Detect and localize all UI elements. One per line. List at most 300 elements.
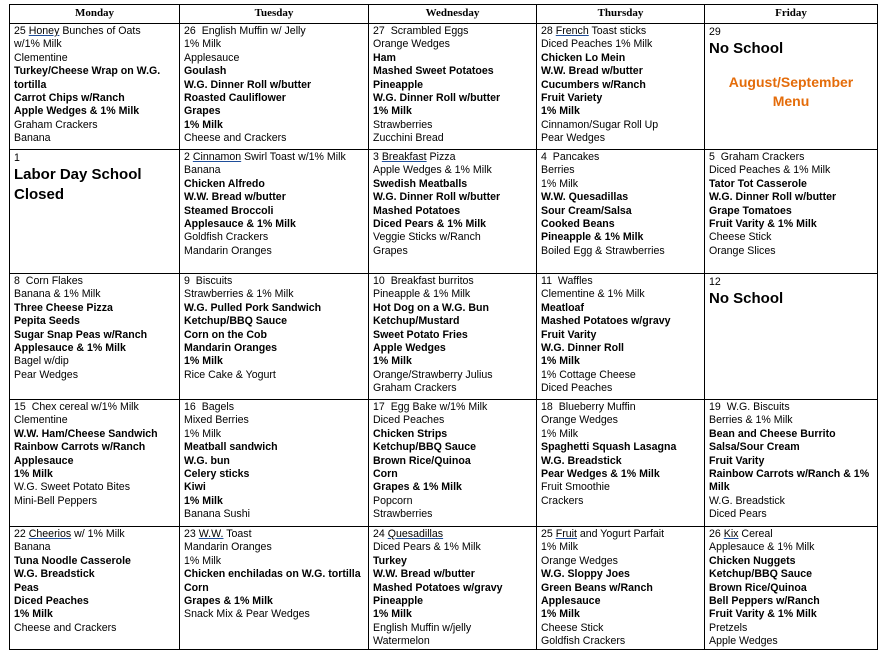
menu-item (14, 568, 175, 581)
day-cell-wednesday (369, 24, 537, 150)
menu-item (373, 245, 532, 258)
menu-item-text: Mandarin Oranges (184, 244, 272, 257)
menu-item (541, 178, 700, 191)
menu-item-text: Pineapple (373, 78, 424, 91)
menu-item (184, 119, 364, 132)
menu-item (541, 205, 700, 218)
menu-item-text: Berries (541, 164, 575, 177)
menu-item (373, 355, 532, 368)
menu-item-text: Cheese Stick (709, 231, 772, 244)
menu-item (184, 231, 364, 244)
menu-item-text: Cheese and Crackers (184, 132, 287, 145)
menu-item (14, 441, 175, 454)
menu-item (373, 528, 532, 541)
menu-item-text: No School (709, 290, 784, 308)
menu-item (14, 288, 175, 301)
menu-item (541, 342, 700, 355)
menu-item (709, 468, 873, 495)
menu-item-text: Bagel w/dip (14, 355, 69, 368)
menu-item (184, 528, 364, 541)
menu-item-text: Labor Day School Closed (14, 166, 142, 204)
menu-item-text: Ketchup/BBQ Sauce (184, 315, 288, 328)
menu-item (709, 205, 873, 218)
menu-item-text: Chicken Strips (373, 427, 448, 440)
menu-item (14, 329, 175, 342)
day-number: 18 (541, 401, 553, 413)
menu-item (184, 455, 364, 468)
menu-item-text: W.G. Biscuits (726, 401, 790, 413)
menu-item-text: W.G. Breadstick (14, 568, 95, 581)
menu-item-text: No School (709, 40, 784, 58)
menu-item-text: Berries & 1% Milk (709, 414, 793, 427)
menu-item (14, 468, 175, 481)
day-cell-friday (705, 24, 878, 150)
menu-item (541, 92, 700, 105)
menu-item (373, 495, 532, 508)
menu-item-text: Corn Flakes (25, 275, 83, 287)
menu-item (541, 541, 700, 554)
menu-item-text: 1% Milk (541, 608, 580, 621)
menu-item (14, 119, 175, 132)
menu-item (184, 178, 364, 191)
day-number: 1 (14, 152, 20, 164)
menu-item (709, 178, 873, 191)
menu-item (373, 541, 532, 554)
menu-item (14, 582, 175, 595)
menu-item (709, 635, 873, 648)
menu-item-text: Mandarin Oranges (184, 342, 278, 355)
menu-item (709, 441, 873, 454)
menu-item-text: Diced Peaches (373, 414, 445, 427)
day-header-friday: Friday (705, 5, 878, 24)
menu-item (541, 329, 700, 342)
menu-item-text: Applesauce & 1% Milk (184, 218, 296, 231)
menu-item-text: Diced Peaches & 1% Milk (709, 164, 831, 177)
menu-item (184, 205, 364, 218)
menu-item-text: Scrambled Eggs (390, 25, 469, 37)
menu-item (184, 428, 364, 441)
menu-item (373, 105, 532, 118)
day-number: 5 (709, 151, 715, 163)
menu-item (709, 508, 873, 521)
underlined-word: Cheerios (28, 528, 72, 540)
menu-item (373, 608, 532, 621)
menu-item-text: Sweet Potato Fries (373, 328, 468, 341)
menu-item-text: 1% Milk (184, 427, 222, 440)
menu-item-text: Pineapple (373, 595, 424, 608)
menu-item (184, 315, 364, 328)
closure-notice (709, 276, 873, 309)
menu-item (14, 302, 175, 315)
menu-item-text: Applesauce & 1% Milk (709, 541, 815, 554)
menu-item (541, 495, 700, 508)
menu-item-text: Banana (14, 132, 51, 145)
menu-item (541, 105, 700, 118)
menu-item-text: Biscuits (195, 275, 233, 287)
menu-item (373, 468, 532, 481)
menu-item-text: Brown Rice/Quinoa (709, 581, 807, 594)
menu-item (373, 65, 532, 78)
menu-item-text: Ketchup/Mustard (373, 315, 460, 328)
menu-item-text: w/1% Milk (14, 38, 62, 51)
menu-item-text: Pretzels (709, 621, 748, 634)
menu-item-text: Hot Dog on a W.G. Bun (373, 301, 489, 314)
menu-item (14, 275, 175, 288)
menu-item (184, 132, 364, 145)
day-number: 19 (709, 401, 721, 413)
menu-item-text: Popcorn (373, 494, 413, 507)
menu-item (373, 52, 532, 65)
day-header-monday: Monday (10, 5, 180, 24)
menu-item-text: 1% Milk (184, 355, 223, 368)
day-cell-thursday (537, 274, 705, 400)
menu-item (373, 414, 532, 427)
menu-item (373, 568, 532, 581)
menu-item (541, 369, 700, 382)
menu-item-text: Corn (373, 468, 398, 481)
menu-item (14, 65, 175, 92)
menu-item (709, 191, 873, 204)
menu-item (541, 468, 700, 481)
menu-item-text: Cheese and Crackers (14, 621, 117, 634)
menu-item-text: Pineapple & 1% Milk (541, 231, 644, 244)
menu-item-text: Pear Wedges & 1% Milk (541, 468, 660, 481)
menu-item (373, 79, 532, 92)
day-number: 22 (14, 528, 26, 540)
menu-item (709, 582, 873, 595)
underlined-word: W.W. (198, 528, 224, 540)
week-row (10, 400, 878, 527)
menu-item-text: Apple Wedges & 1% Milk (14, 105, 140, 118)
day-cell-thursday (537, 527, 705, 650)
menu-item (373, 205, 532, 218)
day-number: 26 (709, 528, 721, 540)
menu-item (184, 65, 364, 78)
day-cell-tuesday (180, 24, 369, 150)
menu-item-text: Zucchini Bread (373, 132, 444, 145)
menu-item-text: Mandarin Oranges (184, 541, 272, 554)
day-number: 27 (373, 25, 385, 37)
menu-item (373, 231, 532, 244)
menu-item (541, 428, 700, 441)
menu-item-text: Banana (14, 541, 51, 554)
menu-item (184, 508, 364, 521)
menu-item (184, 92, 364, 105)
menu-item (14, 38, 175, 51)
day-cell-friday (705, 150, 878, 274)
menu-item (14, 495, 175, 508)
menu-item-text: Applesauce (14, 454, 74, 467)
menu-item (709, 401, 873, 414)
day-number: 23 (184, 528, 196, 540)
menu-item (373, 342, 532, 355)
menu-item (184, 52, 364, 65)
menu-item-text: Mashed Potatoes (373, 204, 461, 217)
day-number: 17 (373, 401, 385, 413)
menu-item-text: Snack Mix & Pear Wedges (184, 608, 310, 621)
menu-item-text: Pancakes (552, 151, 600, 163)
menu-item (373, 582, 532, 595)
menu-item-text: Fruit Varity & 1% Milk (709, 608, 817, 621)
menu-item (709, 555, 873, 568)
menu-item (373, 382, 532, 395)
menu-calendar (9, 4, 878, 650)
underlined-word: Quesadillas (387, 528, 444, 540)
menu-item (184, 151, 364, 164)
menu-item-text: Chicken enchiladas on W.G. tortilla (184, 568, 361, 581)
day-cell-thursday (537, 150, 705, 274)
menu-item-text: and Yogurt Parfait (576, 528, 665, 540)
menu-item (541, 164, 700, 177)
menu-item-text: Steamed Broccoli (184, 204, 274, 217)
menu-item-text: Applesauce (541, 595, 601, 608)
menu-item (373, 481, 532, 494)
day-cell-monday (10, 400, 180, 527)
menu-item (14, 622, 175, 635)
menu-item-text: Orange Wedges (541, 554, 618, 567)
menu-item (541, 65, 700, 78)
menu-item (14, 555, 175, 568)
menu-item (373, 622, 532, 635)
menu-item-text: 1% Milk (184, 118, 223, 131)
menu-item (14, 369, 175, 382)
menu-item (709, 568, 873, 581)
menu-item-text: Cucumbers w/Ranch (541, 78, 646, 91)
menu-item-text: W.W. Bread w/butter (541, 65, 643, 78)
menu-item-text: Mixed Berries (184, 414, 249, 427)
menu-item-text: Swirl Toast w/1% Milk (241, 151, 346, 163)
menu-item-text: Turkey/Cheese Wrap on W.G. tortilla (14, 65, 161, 91)
day-cell-tuesday (180, 274, 369, 400)
menu-item (14, 595, 175, 608)
menu-item-text: August/September Menu (728, 74, 854, 110)
menu-item (184, 495, 364, 508)
menu-item-text: 1% Milk (184, 494, 223, 507)
menu-item (541, 635, 700, 648)
menu-item (373, 164, 532, 177)
menu-item-text: Mini-Bell Peppers (14, 494, 98, 507)
menu-item-text: Peas (14, 581, 39, 594)
menu-item (373, 508, 532, 521)
menu-item (184, 218, 364, 231)
menu-item-text: Applesauce & 1% Milk (14, 342, 126, 355)
underlined-word: Cinnamon (192, 151, 242, 163)
menu-item-text: Roasted Cauliflower (184, 92, 286, 105)
menu-item (184, 414, 364, 427)
closure-notice (709, 26, 873, 59)
menu-item (14, 315, 175, 328)
menu-item-text: Pear Wedges (14, 368, 78, 381)
menu-item-text: Goldfish Crackers (184, 231, 269, 244)
day-cell-monday (10, 150, 180, 274)
menu-item-text: Mashed Potatoes w/gravy (541, 315, 671, 328)
week-row (10, 150, 878, 274)
menu-item (541, 441, 700, 454)
menu-item (373, 132, 532, 145)
menu-item (373, 151, 532, 164)
menu-item-text: W.W. Bread w/butter (184, 191, 286, 204)
menu-item (373, 191, 532, 204)
menu-item (184, 541, 364, 554)
day-cell-wednesday (369, 274, 537, 400)
menu-item (14, 355, 175, 368)
menu-item-text: 1% Milk (541, 427, 579, 440)
menu-item-text: Ham (373, 51, 396, 64)
menu-item-text: Clementine (14, 51, 68, 64)
day-cell-monday (10, 527, 180, 650)
menu-item-text: Three Cheese Pizza (14, 301, 113, 314)
menu-item (373, 275, 532, 288)
menu-item-text: 1% Milk (184, 554, 222, 567)
menu-item (373, 555, 532, 568)
menu-item (373, 635, 532, 648)
menu-item (541, 595, 700, 608)
menu-item (541, 608, 700, 621)
day-number: 24 (373, 528, 385, 540)
menu-item (541, 568, 700, 581)
menu-item-text: Fruit Varity (541, 328, 597, 341)
menu-item-text: W.G. Dinner Roll w/butter (373, 191, 501, 204)
menu-title-note (709, 73, 873, 111)
menu-item (709, 245, 873, 258)
menu-item (373, 369, 532, 382)
day-cell-wednesday (369, 150, 537, 274)
menu-item-text: Orange Wedges (373, 38, 450, 51)
menu-item (373, 455, 532, 468)
menu-item-text: Bagels (201, 401, 235, 413)
menu-item (184, 481, 364, 494)
menu-item-text: Bean and Cheese Burrito (709, 427, 836, 440)
menu-item-text: Veggie Sticks w/Ranch (373, 231, 481, 244)
menu-item (541, 191, 700, 204)
day-number: 3 (373, 151, 379, 163)
day-number: 10 (373, 275, 385, 287)
menu-item-text: Strawberries & 1% Milk (184, 288, 294, 301)
menu-item (541, 622, 700, 635)
menu-item (541, 52, 700, 65)
menu-item-text: Banana (184, 164, 221, 177)
menu-item (184, 468, 364, 481)
menu-item-text: 1% Milk (541, 177, 579, 190)
menu-item (541, 275, 700, 288)
menu-item-text: 1% Milk (373, 105, 412, 118)
menu-item-text: Chicken Nuggets (709, 554, 796, 567)
menu-item-text: Diced Pears & 1% Milk (373, 218, 487, 231)
menu-item-text: Sugar Snap Peas w/Ranch (14, 328, 148, 341)
menu-item (709, 595, 873, 608)
menu-item-text: Grapes & 1% Milk (373, 481, 462, 494)
menu-item (541, 38, 700, 51)
menu-item (184, 79, 364, 92)
header-row (10, 5, 878, 24)
menu-item (14, 541, 175, 554)
menu-item-text: Bunches of Oats (59, 25, 141, 37)
menu-item (709, 528, 873, 541)
menu-item (541, 25, 700, 38)
menu-item (541, 382, 700, 395)
day-cell-monday (10, 24, 180, 150)
menu-item (709, 495, 873, 508)
menu-item-text: Chicken Lo Mein (541, 51, 626, 64)
menu-item (541, 481, 700, 494)
menu-item (14, 414, 175, 427)
menu-item-text: Cinnamon/Sugar Roll Up (541, 118, 659, 131)
menu-item-text: W.G. bun (184, 454, 230, 467)
menu-item-text: Banana Sushi (184, 508, 250, 521)
menu-item (541, 455, 700, 468)
menu-item-text: English Muffin w/ Jelly (201, 25, 306, 37)
day-cell-wednesday (369, 527, 537, 650)
menu-item-text: Clementine (14, 414, 68, 427)
menu-item (541, 582, 700, 595)
menu-item (184, 164, 364, 177)
menu-item-text: Boiled Egg & Strawberries (541, 244, 665, 257)
menu-item-text: Banana & 1% Milk (14, 288, 101, 301)
menu-item (373, 315, 532, 328)
day-cell-thursday (537, 24, 705, 150)
menu-item (184, 342, 364, 355)
menu-item-text: Ketchup/BBQ Sauce (373, 441, 477, 454)
menu-item-text: Mashed Potatoes w/gravy (373, 581, 503, 594)
week-row (10, 24, 878, 150)
menu-item (541, 119, 700, 132)
menu-item-text: W.G. Breadstick (709, 494, 785, 507)
menu-item-text: Salsa/Sour Cream (709, 441, 800, 454)
underlined-word: Honey (28, 25, 60, 37)
day-cell-tuesday (180, 527, 369, 650)
day-cell-monday (10, 274, 180, 400)
menu-item-text: Meatball sandwich (184, 441, 278, 454)
menu-item (373, 38, 532, 51)
menu-item (184, 555, 364, 568)
menu-item-text: Orange Wedges (541, 414, 618, 427)
menu-item-text: W.G. Breadstick (541, 454, 622, 467)
menu-item (709, 608, 873, 621)
menu-item-text: 1% Cottage Cheese (541, 368, 636, 381)
menu-item (14, 25, 175, 38)
menu-item-text: Cheese Stick (541, 621, 604, 634)
menu-item (14, 401, 175, 414)
day-cell-thursday (537, 400, 705, 527)
menu-item (541, 355, 700, 368)
menu-item (184, 191, 364, 204)
menu-item-text: 1% Milk (184, 38, 222, 51)
menu-item-text: Graham Crackers (373, 382, 457, 395)
menu-item-text: Waffles (557, 275, 593, 287)
day-cell-wednesday (369, 400, 537, 527)
menu-item-text: Diced Peaches (541, 382, 613, 395)
menu-item (184, 38, 364, 51)
day-number: 25 (541, 528, 553, 540)
week-row (10, 527, 878, 650)
menu-item-text: Diced Peaches 1% Milk (541, 38, 653, 51)
day-number: 26 (184, 25, 196, 37)
menu-item (184, 105, 364, 118)
menu-item-text: Strawberries (373, 508, 433, 521)
menu-item (541, 401, 700, 414)
menu-item (14, 342, 175, 355)
day-number: 12 (709, 276, 721, 288)
menu-item (184, 355, 364, 368)
menu-item (709, 164, 873, 177)
menu-item (541, 555, 700, 568)
menu-item-text: Turkey (373, 554, 407, 567)
day-number: 16 (184, 401, 196, 413)
menu-item (14, 481, 175, 494)
menu-item (373, 329, 532, 342)
menu-item (184, 608, 364, 621)
menu-item-text: 1% Milk (373, 608, 412, 621)
